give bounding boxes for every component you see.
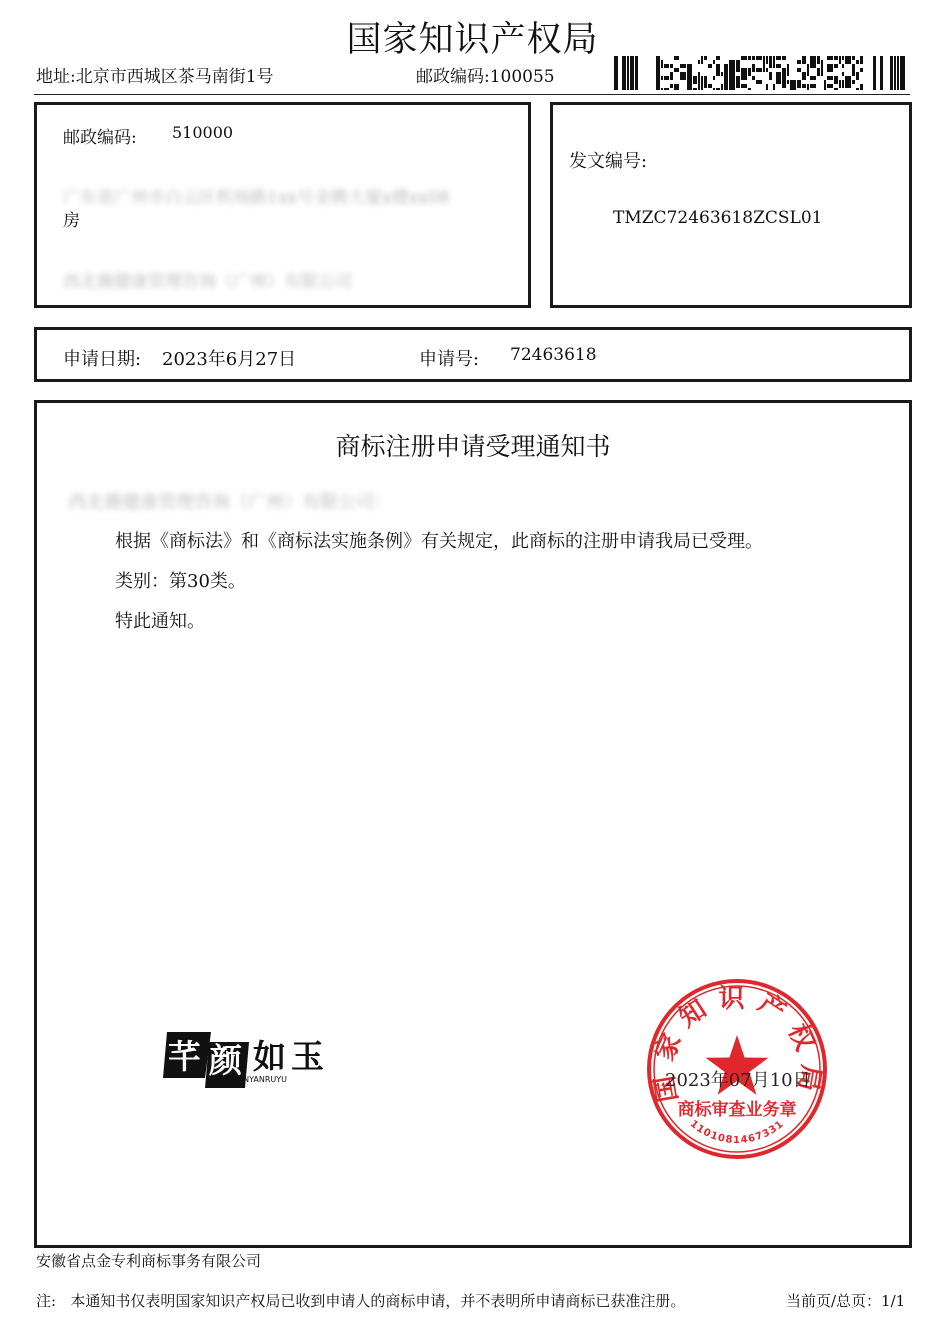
office-title: 国家知识产权局 <box>346 20 599 60</box>
recipient-company: 西北薇健康管理咨询（广州）有限公司 <box>63 272 352 292</box>
recipient-box <box>34 102 531 308</box>
trademark-char-4: 玉 <box>291 1037 324 1076</box>
office-address: 地址:北京市西城区茶马南街1号 <box>36 67 274 87</box>
trademark-char-2: 颜 <box>209 1041 242 1080</box>
office-postcode: 邮政编码:100055 <box>416 67 555 87</box>
seal-date: 2023年07月10日 <box>665 1070 811 1091</box>
trademark-char-1: 芊 <box>168 1037 201 1076</box>
agent-name: 安徽省点金专利商标事务有限公司 <box>36 1252 262 1270</box>
reference-label: 发文编号: <box>569 151 648 172</box>
seal-code-text: 1101081467331 <box>687 1118 787 1146</box>
barcode-icon <box>614 56 908 90</box>
notice-class: 类别：第30类。 <box>115 571 246 592</box>
header-divider <box>34 94 910 95</box>
notice-body: 根据《商标法》和《商标法实施条例》有关规定，此商标的注册申请我局已受理。 <box>115 531 763 552</box>
recipient-address-line1: 广东省广州市白云区机场路1xx号金腾大厦x楼xx08 <box>63 188 450 208</box>
notice-addressee: 西北薇健康管理咨询（广州）有限公司： <box>68 492 392 513</box>
trademark-pinyin: QIANYANRUYU <box>229 1075 287 1084</box>
recipient-address-line2: 房 <box>63 211 80 231</box>
footer-note: 注: 本通知书仅表明国家知识产权局已收到申请人的商标申请，并不表明所申请商标已获准注册。 <box>36 1292 686 1310</box>
seal-org-text: 国家知识产权局 <box>648 984 826 1105</box>
notice-closing: 特此通知。 <box>115 611 205 632</box>
application-number-value: 72463618 <box>510 345 597 365</box>
trademark-char-3: 如 <box>253 1037 286 1076</box>
reference-number: TMZC72463618ZCSL01 <box>613 208 823 228</box>
application-box <box>34 327 912 382</box>
reference-box <box>550 102 912 308</box>
svg-text:1101081467331 <box>688 1118 787 1146</box>
notice-title: 商标注册申请受理通知书 <box>335 432 611 461</box>
recipient-postcode-label: 邮政编码: <box>63 128 137 148</box>
application-date-value: 2023年6月27日 <box>162 349 297 370</box>
application-number-label: 申请号: <box>419 349 480 370</box>
recipient-postcode-value: 510000 <box>172 123 234 142</box>
application-date-label: 申请日期: <box>63 349 142 370</box>
trademark-logo <box>163 1030 343 1088</box>
page-indicator: 当前页/总页：1/1 <box>786 1292 906 1310</box>
seal-dept-text: 商标审查业务章 <box>677 1100 797 1120</box>
